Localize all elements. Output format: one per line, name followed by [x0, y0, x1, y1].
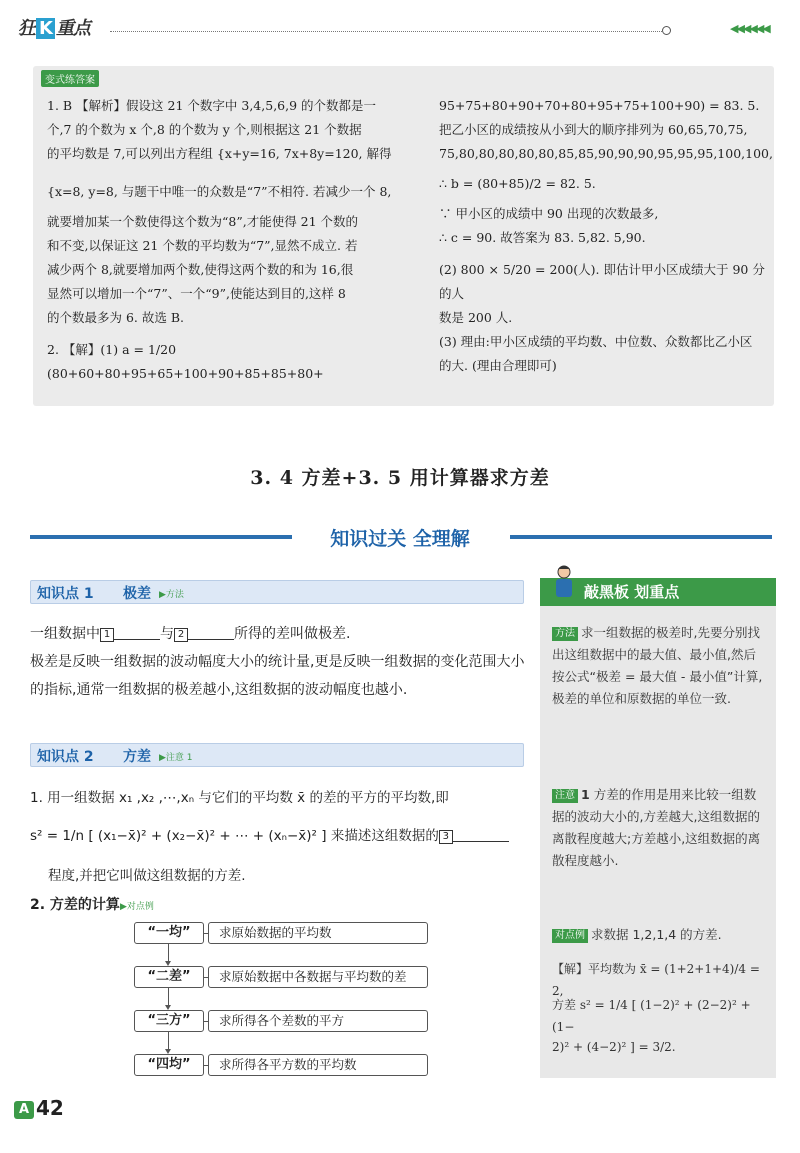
variance-formula: s² = 1/n [ (x₁−x̄)² + (x₂−x̄)² + ⋯ + (xₙ−x̄)² ] 来描述这组数据的	[30, 828, 439, 844]
flow-arrow	[168, 944, 169, 962]
answer-column-right	[439, 94, 773, 378]
note-number: 1	[581, 787, 590, 802]
flow-step-key: “一均”	[134, 922, 204, 944]
kp1-header	[30, 580, 524, 604]
sidebar-title: 敲黑板 划重点	[584, 583, 680, 601]
sidebar-header	[540, 578, 776, 606]
page-badge-icon: A	[14, 1101, 34, 1119]
kp1-paragraph: 极差是反映一组数据的波动幅度大小的统计量,更是反映一组数据的变化范围大小的指标,通常一组数据的极差越小,这组数据的波动幅度也越小.	[30, 654, 525, 698]
answer-line: 的个数最多为 6. 故选 B.	[47, 310, 185, 325]
flow-step-desc: 求所得各个差数的平方	[208, 1010, 428, 1032]
kp1-mark: ▶方法	[159, 590, 184, 600]
page-number-text: 42	[36, 1096, 64, 1120]
teacher-figure-icon	[550, 564, 578, 602]
blank-line	[114, 626, 160, 640]
kp2-item2-mark: ▶对点例	[119, 902, 154, 912]
brand-logo: 狂 K 重点	[18, 18, 90, 39]
answer-line: 的大. (理由合理即可)	[439, 358, 557, 373]
kp1-text: 与	[160, 626, 174, 642]
flow-step-key: “三方”	[134, 1010, 204, 1032]
flow-step-desc: 求原始数据的平均数	[208, 922, 428, 944]
example-text: 求数据 1,2,1,4 的方差.	[591, 927, 722, 942]
flow-step-key: “二差”	[134, 966, 204, 988]
kp2-item1: 1. 用一组数据 x₁ ,x₂ ,⋯,xₙ 与它们的平均数 x̄ 的差的平方的平均数,即	[30, 790, 449, 806]
answer-line: 95+75+80+90+70+80+95+75+100+90) = 83. 5.	[439, 98, 760, 113]
answer-line: ∴ c = 90. 故答案为 83. 5,82. 5,90.	[439, 230, 646, 245]
example-solution-2: 方差 s² = 1/4 [ (1−2)² + (2−2)² + (1−	[552, 998, 751, 1034]
blank-line	[453, 828, 509, 842]
answer-line: 就要增加某一个数使得这个数为“8”,才能使得 21 个数的	[47, 214, 359, 229]
answer-line: 75,80,80,80,80,80,85,85,90,90,90,95,95,95,100,100,	[439, 146, 773, 161]
answer-line: {x=8, y=8, 与题干中唯一的众数是“7”不相符. 若减少一个 8,	[47, 184, 392, 199]
kp1-text: 所得的差叫做极差.	[234, 626, 351, 642]
sidebar-example	[552, 924, 768, 946]
page-number	[14, 1096, 64, 1120]
kp2-mark: ▶注意 1	[159, 753, 193, 763]
blank-number: 3	[439, 830, 453, 844]
kp2-number: 知识点 2	[37, 749, 94, 765]
answer-panel	[33, 66, 774, 406]
header-divider	[110, 31, 670, 32]
kp2-item1-end: 程度,并把它叫做这组数据的方差.	[48, 868, 246, 884]
answer-line: 显然可以增加一个“7”、一个“9”,使能达到目的,这样 8	[47, 286, 346, 301]
blank-number: 2	[174, 628, 188, 642]
flow-arrow	[168, 1032, 169, 1050]
kp1-number: 知识点 1	[37, 586, 94, 602]
flow-step-desc: 求原始数据中各数据与平均数的差	[208, 966, 428, 988]
answer-line: 2. 【解】(1) a = 1/20 (80+60+80+95+65+100+90+85+85+80+	[47, 342, 324, 381]
kp2-item2-label: 2. 方差的计算	[30, 897, 120, 913]
method-text: 求一组数据的极差时,先要分别找出这组数据中的最大值、最小值,然后按公式“极差 = 最大值 - 最小值”计算,极差的单位和原数据的单位一致.	[552, 625, 763, 706]
answer-line: 1. B 【解析】假设这 21 个数字中 3,4,5,6,9 的个数都是一	[47, 98, 377, 113]
answer-line: ∵ 甲小区的成绩中 90 出现的次数最多,	[439, 206, 659, 221]
kp1-title: 极差	[123, 586, 151, 602]
kp2-header	[30, 743, 524, 767]
kp2-title: 方差	[123, 749, 151, 765]
flow-step-key: “四均”	[134, 1054, 204, 1076]
answer-column-left	[47, 94, 417, 386]
blank-line	[188, 626, 234, 640]
banner	[30, 524, 772, 550]
blank-number: 1	[100, 628, 114, 642]
answer-line: ∴ b = (80+85)/2 = 82. 5.	[439, 176, 596, 191]
example-solution-1: 【解】平均数为 x̄ = (1+2+1+4)/4 = 2,	[552, 962, 760, 998]
answer-line: 减少两个 8,就要增加两个数,使得这两个数的和为 16,很	[47, 262, 354, 277]
chevron-left-icons: ◀◀◀◀◀◀	[730, 22, 769, 35]
answer-line: (2) 800 × 5/20 = 200(人). 即估计甲小区成绩大于 90 分的人	[439, 262, 765, 301]
flow-step-desc: 求所得各平方数的平均数	[208, 1054, 428, 1076]
section-title: 3. 4 方差+3. 5 用计算器求方差	[250, 467, 550, 489]
banner-title: 知识过关 全理解	[330, 528, 470, 550]
flow-arrow	[168, 988, 169, 1006]
answer-tag: 变式练答案	[41, 70, 99, 87]
header-dot	[662, 26, 671, 35]
note-text: 方差的作用是用来比较一组数据的波动大小的,方差越大,这组数据的离散程度越大;方差越小,这组数据的离散程度越小.	[552, 787, 761, 868]
answer-line: 和不变,以保证这 21 个数的平均数为“7”,显然不成立. 若	[47, 238, 358, 253]
sidebar-method	[552, 622, 768, 710]
kp1-line1	[30, 620, 530, 648]
sidebar-note	[552, 784, 768, 872]
method-tag: 方法	[552, 627, 578, 641]
answer-line: 数是 200 人.	[439, 310, 513, 325]
kp2-item2	[30, 894, 154, 914]
note-tag: 注意	[552, 789, 578, 803]
banner-rule-right	[510, 535, 772, 539]
answer-line: 的平均数是 7,可以列出方程组 {x+y=16, 7x+8y=120, 解得	[47, 146, 392, 161]
example-tag: 对点例	[552, 929, 588, 943]
answer-line: 个,7 的个数为 x 个,8 的个数为 y 个,则根据这 21 个数据	[47, 122, 362, 137]
answer-line: 把乙小区的成绩按从小到大的顺序排列为 60,65,70,75,	[439, 122, 748, 137]
kp2-formula-line	[30, 822, 530, 850]
kp1-text: 一组数据中	[30, 626, 100, 642]
banner-rule-left	[30, 535, 292, 539]
example-solution-3: 2)² + (4−2)² ] = 3/2.	[552, 1040, 676, 1054]
answer-line: (3) 理由:甲小区成绩的平均数、中位数、众数都比乙小区	[439, 334, 753, 349]
